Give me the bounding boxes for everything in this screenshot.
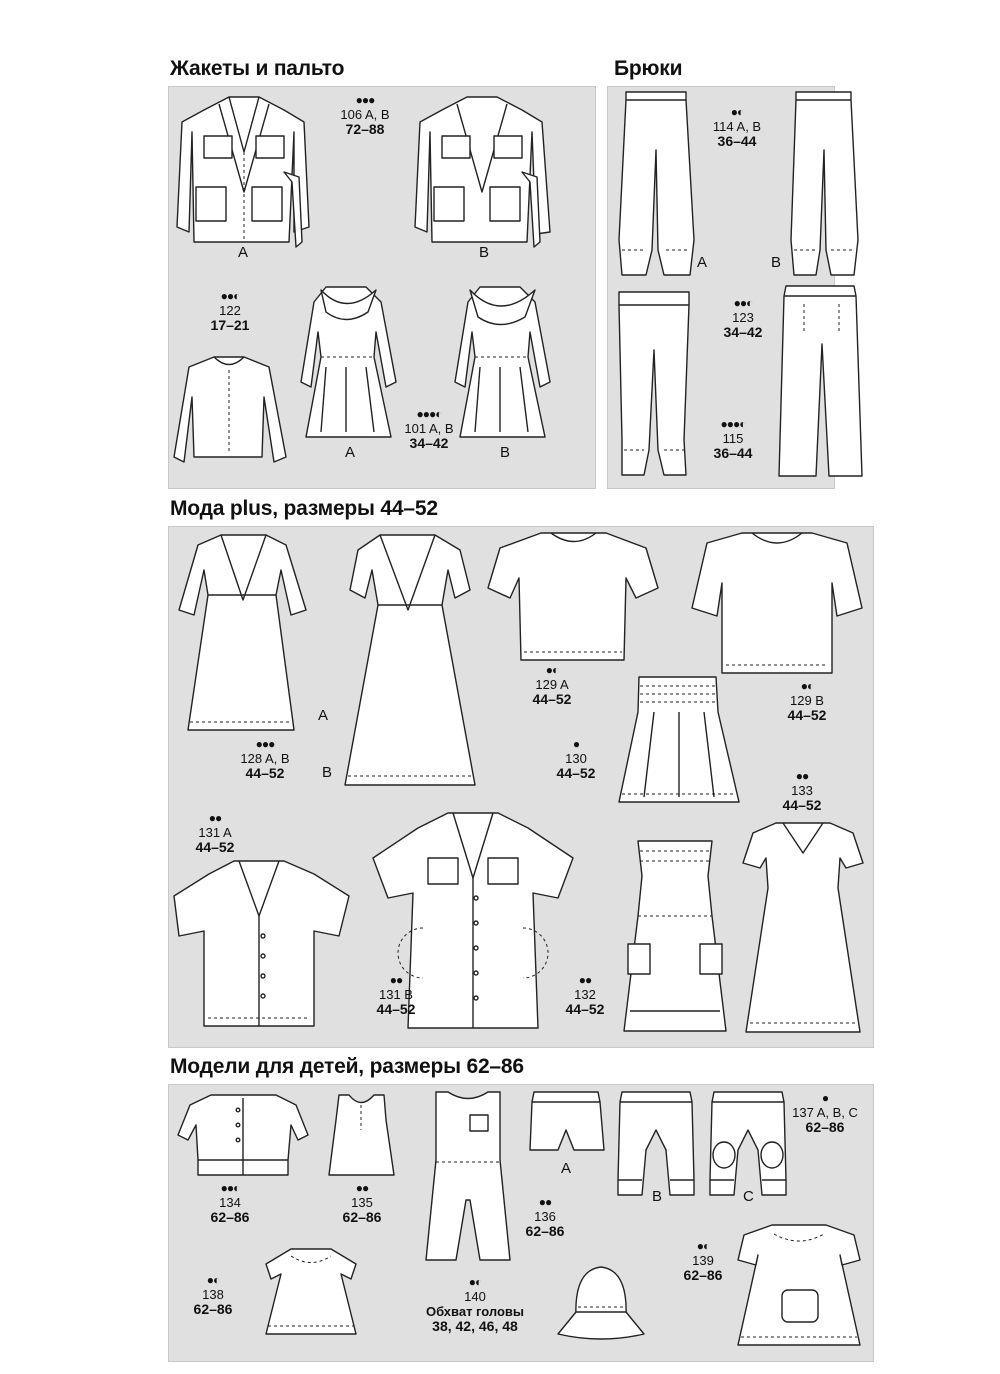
size-range: 34–42: [409, 435, 449, 451]
difficulty-dots: ●◐: [468, 1275, 482, 1289]
model-number: 129 A: [535, 677, 569, 692]
hat-140-drawing: [556, 1262, 646, 1342]
letter-114-a: A: [697, 254, 708, 271]
difficulty-dots: ●●: [208, 811, 222, 825]
letter-128-b: B: [322, 764, 333, 781]
label-128: [220, 738, 310, 781]
model-number: 131 A: [198, 825, 232, 840]
label-131a: [170, 812, 260, 855]
size-range: 17–21: [210, 317, 250, 333]
size-range: 62–86: [193, 1301, 233, 1317]
model-number: 128 A, B: [240, 751, 290, 766]
difficulty-dots: ●◐: [696, 1239, 710, 1253]
trousers-114b-drawing: [786, 90, 866, 280]
model-number: 132: [574, 987, 596, 1002]
label-115: [688, 418, 778, 461]
model-number: 137 A, B, C: [792, 1105, 858, 1120]
difficulty-dots: ●●●: [255, 737, 275, 751]
size-range: 38, 42, 46, 48: [432, 1318, 518, 1334]
label-101: [384, 408, 474, 451]
difficulty-dots: ●●●◐: [720, 417, 746, 431]
difficulty-dots: ●●: [578, 973, 592, 987]
head-circumference-label: Обхват головы: [425, 1304, 525, 1319]
difficulty-dots: ●●●: [355, 93, 375, 107]
top-138-drawing: [256, 1244, 366, 1344]
difficulty-dots: ●●: [389, 973, 403, 987]
model-number: 130: [565, 751, 587, 766]
difficulty-dots: ●●◐: [220, 1181, 240, 1195]
cardigan-131a-drawing: [174, 856, 354, 1042]
model-number: 101 A, B: [404, 421, 454, 436]
size-range: 62–86: [683, 1267, 723, 1283]
size-range: 36–44: [713, 445, 753, 461]
size-range: 44–52: [245, 765, 285, 781]
size-range: 44–52: [532, 691, 572, 707]
model-number: 129 B: [790, 693, 824, 708]
size-range: 62–86: [342, 1209, 382, 1225]
difficulty-dots: ●: [821, 1091, 829, 1105]
model-number: 122: [219, 303, 241, 318]
skirt-130-drawing: [614, 672, 744, 812]
section-title-kids: Модели для детей, размеры 62–86: [170, 1055, 524, 1078]
letter-137-a: A: [561, 1160, 572, 1177]
letter-106-b: B: [479, 244, 490, 261]
model-number: 131 B: [379, 987, 413, 1002]
section-title-plus: Мода plus, размеры 44–52: [170, 497, 438, 520]
difficulty-dots: ●●: [538, 1195, 552, 1209]
model-number: 140: [464, 1289, 486, 1304]
size-range: 62–86: [525, 1223, 565, 1239]
dress-139-drawing: [732, 1220, 866, 1352]
label-131b: [351, 974, 441, 1017]
model-number: 136: [534, 1209, 556, 1224]
label-114: [692, 106, 782, 149]
letter-101-a: A: [345, 444, 356, 461]
label-136: [500, 1196, 590, 1239]
sundress-132-drawing: [620, 826, 730, 1040]
model-number: 115: [722, 431, 744, 446]
trousers-114a-drawing: [614, 90, 699, 280]
difficulty-dots: ●●: [795, 769, 809, 783]
model-number: 123: [732, 310, 754, 325]
trousers-137b-drawing: [614, 1090, 699, 1200]
label-130: [531, 738, 621, 781]
trousers-123-drawing: [774, 284, 864, 484]
jacket-106a-drawing: [174, 92, 334, 272]
dress-133-drawing: [738, 818, 868, 1040]
letter-106-a: A: [238, 244, 249, 261]
letter-137-c: C: [743, 1188, 754, 1205]
size-range: 34–42: [723, 324, 763, 340]
top-135-drawing: [324, 1090, 399, 1180]
label-129b: [762, 680, 852, 723]
top-129a-drawing: [486, 528, 666, 668]
size-range: 36–44: [717, 133, 757, 149]
label-106: [320, 94, 410, 137]
difficulty-dots: ●: [572, 737, 580, 751]
model-number: 135: [351, 1195, 373, 1210]
size-range: 62–86: [805, 1119, 845, 1135]
dress-128b-drawing: [340, 530, 480, 792]
difficulty-dots: ●●◐: [733, 296, 753, 310]
size-range: 44–52: [195, 839, 235, 855]
difficulty-dots: ●◐: [545, 663, 559, 677]
label-129a: [507, 664, 597, 707]
size-range: 62–86: [210, 1209, 250, 1225]
label-134: [185, 1182, 275, 1225]
model-number: 106 A, B: [340, 107, 390, 122]
label-132: [540, 974, 630, 1017]
jacket-122-drawing: [174, 352, 294, 482]
size-range: 44–52: [782, 797, 822, 813]
shorts-137a-drawing: [526, 1090, 606, 1160]
model-number: 138: [202, 1287, 224, 1302]
difficulty-dots: ●●●◐: [416, 407, 442, 421]
jumpsuit-136-drawing: [418, 1090, 518, 1270]
label-140: [400, 1276, 550, 1334]
letter-128-a: A: [318, 707, 329, 724]
size-range: 44–52: [556, 765, 596, 781]
difficulty-dots: ●◐: [730, 105, 744, 119]
label-133: [757, 770, 847, 813]
section-title-trousers: Брюки: [614, 57, 683, 80]
model-number: 139: [692, 1253, 714, 1268]
size-range: 44–52: [376, 1001, 416, 1017]
jacket-106b-drawing: [412, 92, 572, 272]
difficulty-dots: ●◐: [206, 1273, 220, 1287]
letter-101-b: B: [500, 444, 511, 461]
model-number: 133: [791, 783, 813, 798]
trousers-137c-drawing: [706, 1090, 791, 1200]
label-135: [317, 1182, 407, 1225]
letter-137-b: B: [652, 1188, 663, 1205]
dress-128a-drawing: [176, 530, 329, 740]
model-number: 134: [219, 1195, 241, 1210]
size-range: 44–52: [787, 707, 827, 723]
top-129b-drawing: [692, 528, 867, 678]
difficulty-dots: ●◐: [800, 679, 814, 693]
letter-114-b: B: [771, 254, 782, 271]
difficulty-dots: ●●◐: [220, 289, 240, 303]
section-title-jackets: Жакеты и пальто: [170, 57, 345, 80]
label-138: [168, 1274, 258, 1317]
label-122: [185, 290, 275, 333]
label-137: [780, 1092, 870, 1135]
model-number: 114 A, B: [712, 119, 762, 134]
size-range: 72–88: [345, 121, 385, 137]
difficulty-dots: ●●: [355, 1181, 369, 1195]
jacket-134-drawing: [176, 1090, 311, 1180]
trousers-115-drawing: [614, 290, 694, 480]
size-range: 44–52: [565, 1001, 605, 1017]
